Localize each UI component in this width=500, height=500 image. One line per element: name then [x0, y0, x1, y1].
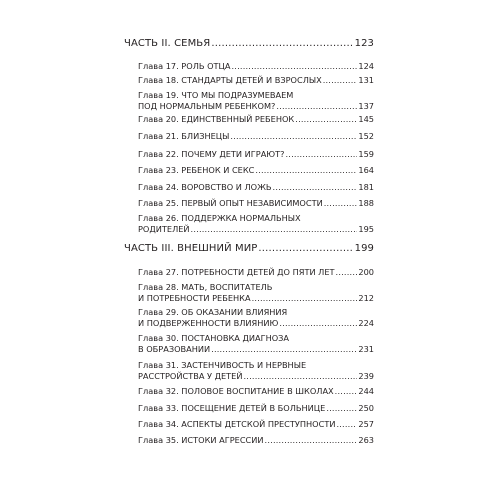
- toc-entry: [138, 90, 374, 112]
- toc-entry: [138, 75, 374, 86]
- chapter-page-number: 200: [358, 267, 374, 277]
- chapter-title-cont: ПОД НОРМАЛЬНЫМ РЕБЕНКОМ?: [138, 101, 276, 111]
- toc-entry: [138, 282, 374, 304]
- toc-entry: [138, 149, 374, 160]
- toc-entry: [138, 333, 374, 355]
- chapter-page-number: 212: [358, 293, 374, 303]
- chapter-title: Глава 28. МАТЬ, ВОСПИТАТЕЛЬ: [138, 282, 273, 292]
- dot-leader: [279, 318, 357, 329]
- chapter-page-number: 188: [358, 198, 374, 208]
- chapter-title: Глава 19. ЧТО МЫ ПОДРАЗУМЕВАЕМ: [138, 90, 294, 100]
- toc-entry: [138, 360, 374, 382]
- chapter-title-cont: РАССТРОЙСТВА У ДЕТЕЙ: [138, 371, 243, 381]
- dot-leader: [276, 101, 357, 112]
- dot-leader: [255, 165, 357, 176]
- chapter-title: Глава 32. ПОЛОВОЕ ВОСПИТАНИЕ В ШКОЛАХ: [138, 386, 334, 396]
- chapter-title-cont: В ОБРАЗОВАНИИ: [138, 344, 211, 354]
- chapter-page-number: 145: [358, 114, 374, 124]
- dot-leader: [211, 344, 357, 355]
- toc-part-3: [124, 243, 374, 445]
- chapter-page-number: 239: [358, 371, 374, 381]
- toc-entry: [138, 213, 374, 235]
- dot-leader: [336, 419, 357, 430]
- chapter-page-number: 263: [358, 435, 374, 445]
- toc-entry: [138, 61, 374, 72]
- chapter-page-number: 257: [358, 419, 374, 429]
- chapter-title: Глава 23. РЕБЕНОК И СЕКС: [138, 165, 255, 175]
- chapter-page-number: 152: [358, 131, 374, 141]
- toc-entry: [138, 131, 374, 142]
- chapter-title: Глава 30. ПОСТАНОВКА ДИАГНОЗА: [138, 333, 290, 343]
- dot-leader: [335, 386, 358, 397]
- chapter-page-number: 195: [358, 224, 374, 234]
- toc-entry: [138, 165, 374, 176]
- chapter-title: Глава 29. ОБ ОКАЗАНИИ ВЛИЯНИЯ: [138, 307, 288, 317]
- chapter-title: Глава 33. ПОСЕЩЕНИЕ ДЕТЕЙ В БОЛЬНИЦЕ: [138, 403, 326, 413]
- chapter-page-number: 244: [358, 386, 374, 396]
- part-heading: [124, 243, 374, 254]
- chapter-page-number: 181: [358, 182, 374, 192]
- dot-leader: [191, 224, 358, 235]
- toc-entry: [138, 386, 374, 397]
- chapter-page-number: 164: [358, 165, 374, 175]
- chapter-title: Глава 17. РОЛЬ ОТЦА: [138, 61, 231, 71]
- chapter-title: Глава 18. СТАНДАРТЫ ДЕТЕЙ И ВЗРОСЛЫХ: [138, 75, 322, 85]
- toc-part-2: [124, 38, 374, 234]
- chapter-page-number: 137: [358, 101, 374, 111]
- part-page-number: 123: [354, 38, 374, 49]
- toc-entry: [138, 182, 374, 193]
- part-title: ЧАСТЬ III. ВНЕШНИЙ МИР: [124, 243, 258, 254]
- part-page-number: 199: [354, 243, 374, 254]
- chapter-title-cont: РОДИТЕЛЕЙ: [138, 224, 190, 234]
- dot-leader: [295, 114, 357, 125]
- dot-leader: [323, 75, 358, 86]
- toc-entry: [138, 198, 374, 209]
- toc-entry: [138, 419, 374, 430]
- chapter-title: Глава 34. АСПЕКТЫ ДЕТСКОЙ ПРЕСТУПНОСТИ: [138, 419, 336, 429]
- chapter-page-number: 250: [358, 403, 374, 413]
- chapter-title: Глава 31. ЗАСТЕНЧИВОСТЬ И НЕРВНЫЕ: [138, 360, 307, 370]
- dot-leader: [286, 149, 358, 160]
- toc-entry: [138, 307, 374, 329]
- chapter-page-number: 224: [358, 318, 374, 328]
- chapter-title: Глава 26. ПОДДЕРЖКА НОРМАЛЬНЫХ: [138, 213, 301, 223]
- dot-leader: [252, 293, 358, 304]
- part-heading: [124, 38, 374, 49]
- chapter-title: Глава 35. ИСТОКИ АГРЕССИИ: [138, 435, 264, 445]
- dot-leader: [324, 198, 358, 209]
- chapter-page-number: 231: [358, 344, 374, 354]
- chapter-title-cont: И ПОДВЕРЖЕННОСТИ ВЛИЯНИЮ: [138, 318, 279, 328]
- dot-leader: [326, 403, 357, 414]
- dot-leader: [231, 61, 357, 72]
- chapter-page-number: 131: [358, 75, 374, 85]
- dot-leader: [265, 435, 358, 446]
- toc-entry: [138, 435, 374, 446]
- dot-leader: [230, 131, 357, 142]
- dot-leader: [258, 243, 353, 254]
- part-title: ЧАСТЬ II. СЕМЬЯ: [124, 38, 211, 49]
- toc-entry: [138, 114, 374, 125]
- chapter-title: Глава 22. ПОЧЕМУ ДЕТИ ИГРАЮТ?: [138, 149, 285, 159]
- chapter-title: Глава 25. ПЕРВЫЙ ОПЫТ НЕЗАВИСИМОСТИ: [138, 198, 323, 208]
- chapter-page-number: 159: [358, 149, 374, 159]
- chapter-title-cont: И ПОТРЕБНОСТИ РЕБЕНКА: [138, 293, 251, 303]
- dot-leader: [273, 182, 358, 193]
- chapter-title: Глава 20. ЕДИНСТВЕННЫЙ РЕБЕНОК: [138, 114, 295, 124]
- toc-entry: [138, 403, 374, 414]
- dot-leader: [336, 267, 358, 278]
- chapter-title: Глава 21. БЛИЗНЕЦЫ: [138, 131, 230, 141]
- chapter-title: Глава 27. ПОТРЕБНОСТИ ДЕТЕЙ ДО ПЯТИ ЛЕТ: [138, 267, 335, 277]
- toc-entry: [138, 267, 374, 278]
- chapter-title: Глава 24. ВОРОВСТВО И ЛОЖЬ: [138, 182, 272, 192]
- dot-leader: [243, 371, 357, 382]
- chapter-page-number: 124: [358, 61, 374, 71]
- dot-leader: [211, 38, 353, 49]
